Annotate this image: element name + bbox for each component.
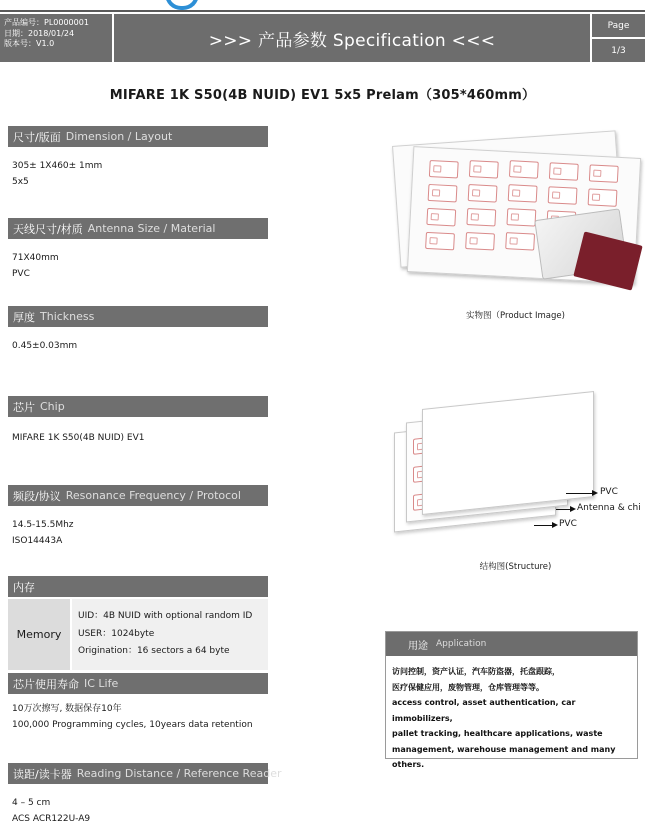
section-en: Thickness [40, 310, 95, 323]
card-cell [508, 184, 538, 202]
antenna-size: 71X40mm [12, 253, 59, 263]
card-cell [506, 208, 536, 226]
card-cell [469, 160, 499, 178]
arrow-head-icon [552, 522, 558, 528]
card-cell [549, 162, 579, 180]
application-line: management, warehouse management and many others. [392, 744, 616, 769]
section-en: Dimension / Layout [65, 130, 173, 143]
section-en: Reading Distance / Reference Reader [76, 767, 282, 780]
ic-life-values [12, 701, 253, 733]
memory-label: Memory [8, 599, 70, 670]
card-cell [505, 232, 535, 250]
antenna-values [12, 250, 59, 282]
frequency-range: 14.5-15.5Mhz [12, 520, 74, 530]
section-zh: 尺寸/版面 [13, 130, 61, 144]
application-line: pallet tracking, healthcare applications, waste [392, 729, 603, 738]
arrow-line [566, 493, 592, 494]
dimension-values [12, 158, 102, 190]
page-label: Page [592, 14, 645, 37]
structure-layer-top [422, 391, 594, 515]
product-image [388, 128, 643, 300]
card-cell [428, 184, 458, 202]
memory-origination: Origination：16 sectors a 64 byte [78, 646, 230, 656]
header-rule [0, 10, 645, 12]
application-line: access control, asset authentication, car immobilizers, [392, 698, 576, 723]
card-cell [588, 188, 618, 206]
reference-reader: ACS ACR122U-A9 [12, 814, 91, 824]
card-cell [468, 184, 498, 202]
label-pvc-top: PVC [600, 487, 618, 497]
product-code: 产品编号：PL0000001 [4, 18, 89, 27]
section-en: IC Life [84, 677, 119, 690]
section-bar-thickness [8, 306, 268, 327]
date: 日期：2018/01/24 [4, 28, 75, 38]
frequency-values [12, 517, 74, 549]
section-bar-reading [8, 763, 282, 784]
section-bar-antenna [8, 218, 268, 239]
section-en: Antenna Size / Material [87, 222, 216, 235]
application-line: 访问控制，资产认证，汽车防盗器，托盘跟踪， [392, 667, 560, 676]
arrow-head-icon [592, 490, 598, 496]
card-cell [548, 186, 578, 204]
chip-values [12, 430, 145, 446]
section-zh: 芯片 [13, 400, 35, 414]
section-zh: 读距/读卡器 [13, 767, 72, 781]
section-zh: 内存 [13, 580, 35, 594]
card-cell [509, 160, 539, 178]
structure-caption: 结构图(Structure) [479, 562, 552, 572]
card-cell [425, 232, 455, 250]
arrow-line [534, 525, 552, 526]
card-cell [589, 164, 619, 182]
section-zh: 芯片使用寿命 [13, 677, 79, 691]
section-bar-dimension [8, 126, 268, 147]
arrow-line [556, 509, 570, 510]
ic-life-zh: 10万次擦写, 数据保存10年 [12, 704, 122, 714]
card-cell [429, 160, 459, 178]
application-zh: 用途 [408, 640, 428, 652]
card-cell [465, 232, 495, 250]
section-bar-frequency [8, 485, 268, 506]
logo-icon [165, 0, 199, 10]
section-bar-chip [8, 396, 268, 417]
thickness-values [12, 338, 77, 354]
reading-values [12, 795, 90, 827]
section-en: Chip [40, 400, 65, 413]
antenna-material: PVC [12, 269, 30, 279]
label-pvc-bottom: PVC [559, 519, 577, 529]
application-en: Application [436, 639, 487, 649]
document-title: MIFARE 1K S50(4B NUID) EV1 5x5 Prelam（305*460mm） [109, 88, 536, 103]
section-zh: 厚度 [13, 310, 35, 324]
section-bar-memory [8, 576, 268, 597]
memory-user: USER：1024byte [78, 628, 155, 639]
chip-value: MIFARE 1K S50(4B NUID) EV1 [12, 433, 145, 443]
section-zh: 天线尺寸/材质 [13, 222, 83, 236]
header-meta [0, 14, 112, 62]
header-title: >>> 产品参数 Specification <<< [114, 14, 590, 62]
card-cell [426, 208, 456, 226]
dimension-size: 305± 1X460± 1mm [12, 161, 103, 171]
application-text [392, 664, 636, 773]
ic-life-en: 100,000 Programming cycles, 10years data retention [12, 720, 253, 730]
version: 版本号：V1.0 [4, 39, 55, 48]
section-en: Resonance Frequency / Protocol [65, 489, 241, 502]
memory-uid: UID：4B NUID with optional random ID [78, 611, 253, 621]
label-antenna-chip: Antenna & chi [577, 503, 641, 513]
dimension-layout: 5x5 [12, 177, 29, 187]
application-header [386, 632, 637, 656]
page-number: 1/3 [592, 39, 645, 62]
reading-distance: 4 – 5 cm [12, 798, 51, 808]
protocol: ISO14443A [12, 536, 63, 546]
memory-values [72, 599, 268, 670]
application-line: 医疗保健应用，废物管理，仓库管理等等。 [392, 682, 544, 692]
section-bar-ic-life [8, 673, 268, 694]
card-cell [466, 208, 496, 226]
arrow-head-icon [570, 506, 576, 512]
product-image-caption: 实物图（Product Image) [466, 311, 565, 321]
thickness-value: 0.45±0.03mm [12, 341, 78, 351]
structure-diagram [388, 392, 645, 552]
section-zh: 频段/协议 [13, 489, 61, 503]
